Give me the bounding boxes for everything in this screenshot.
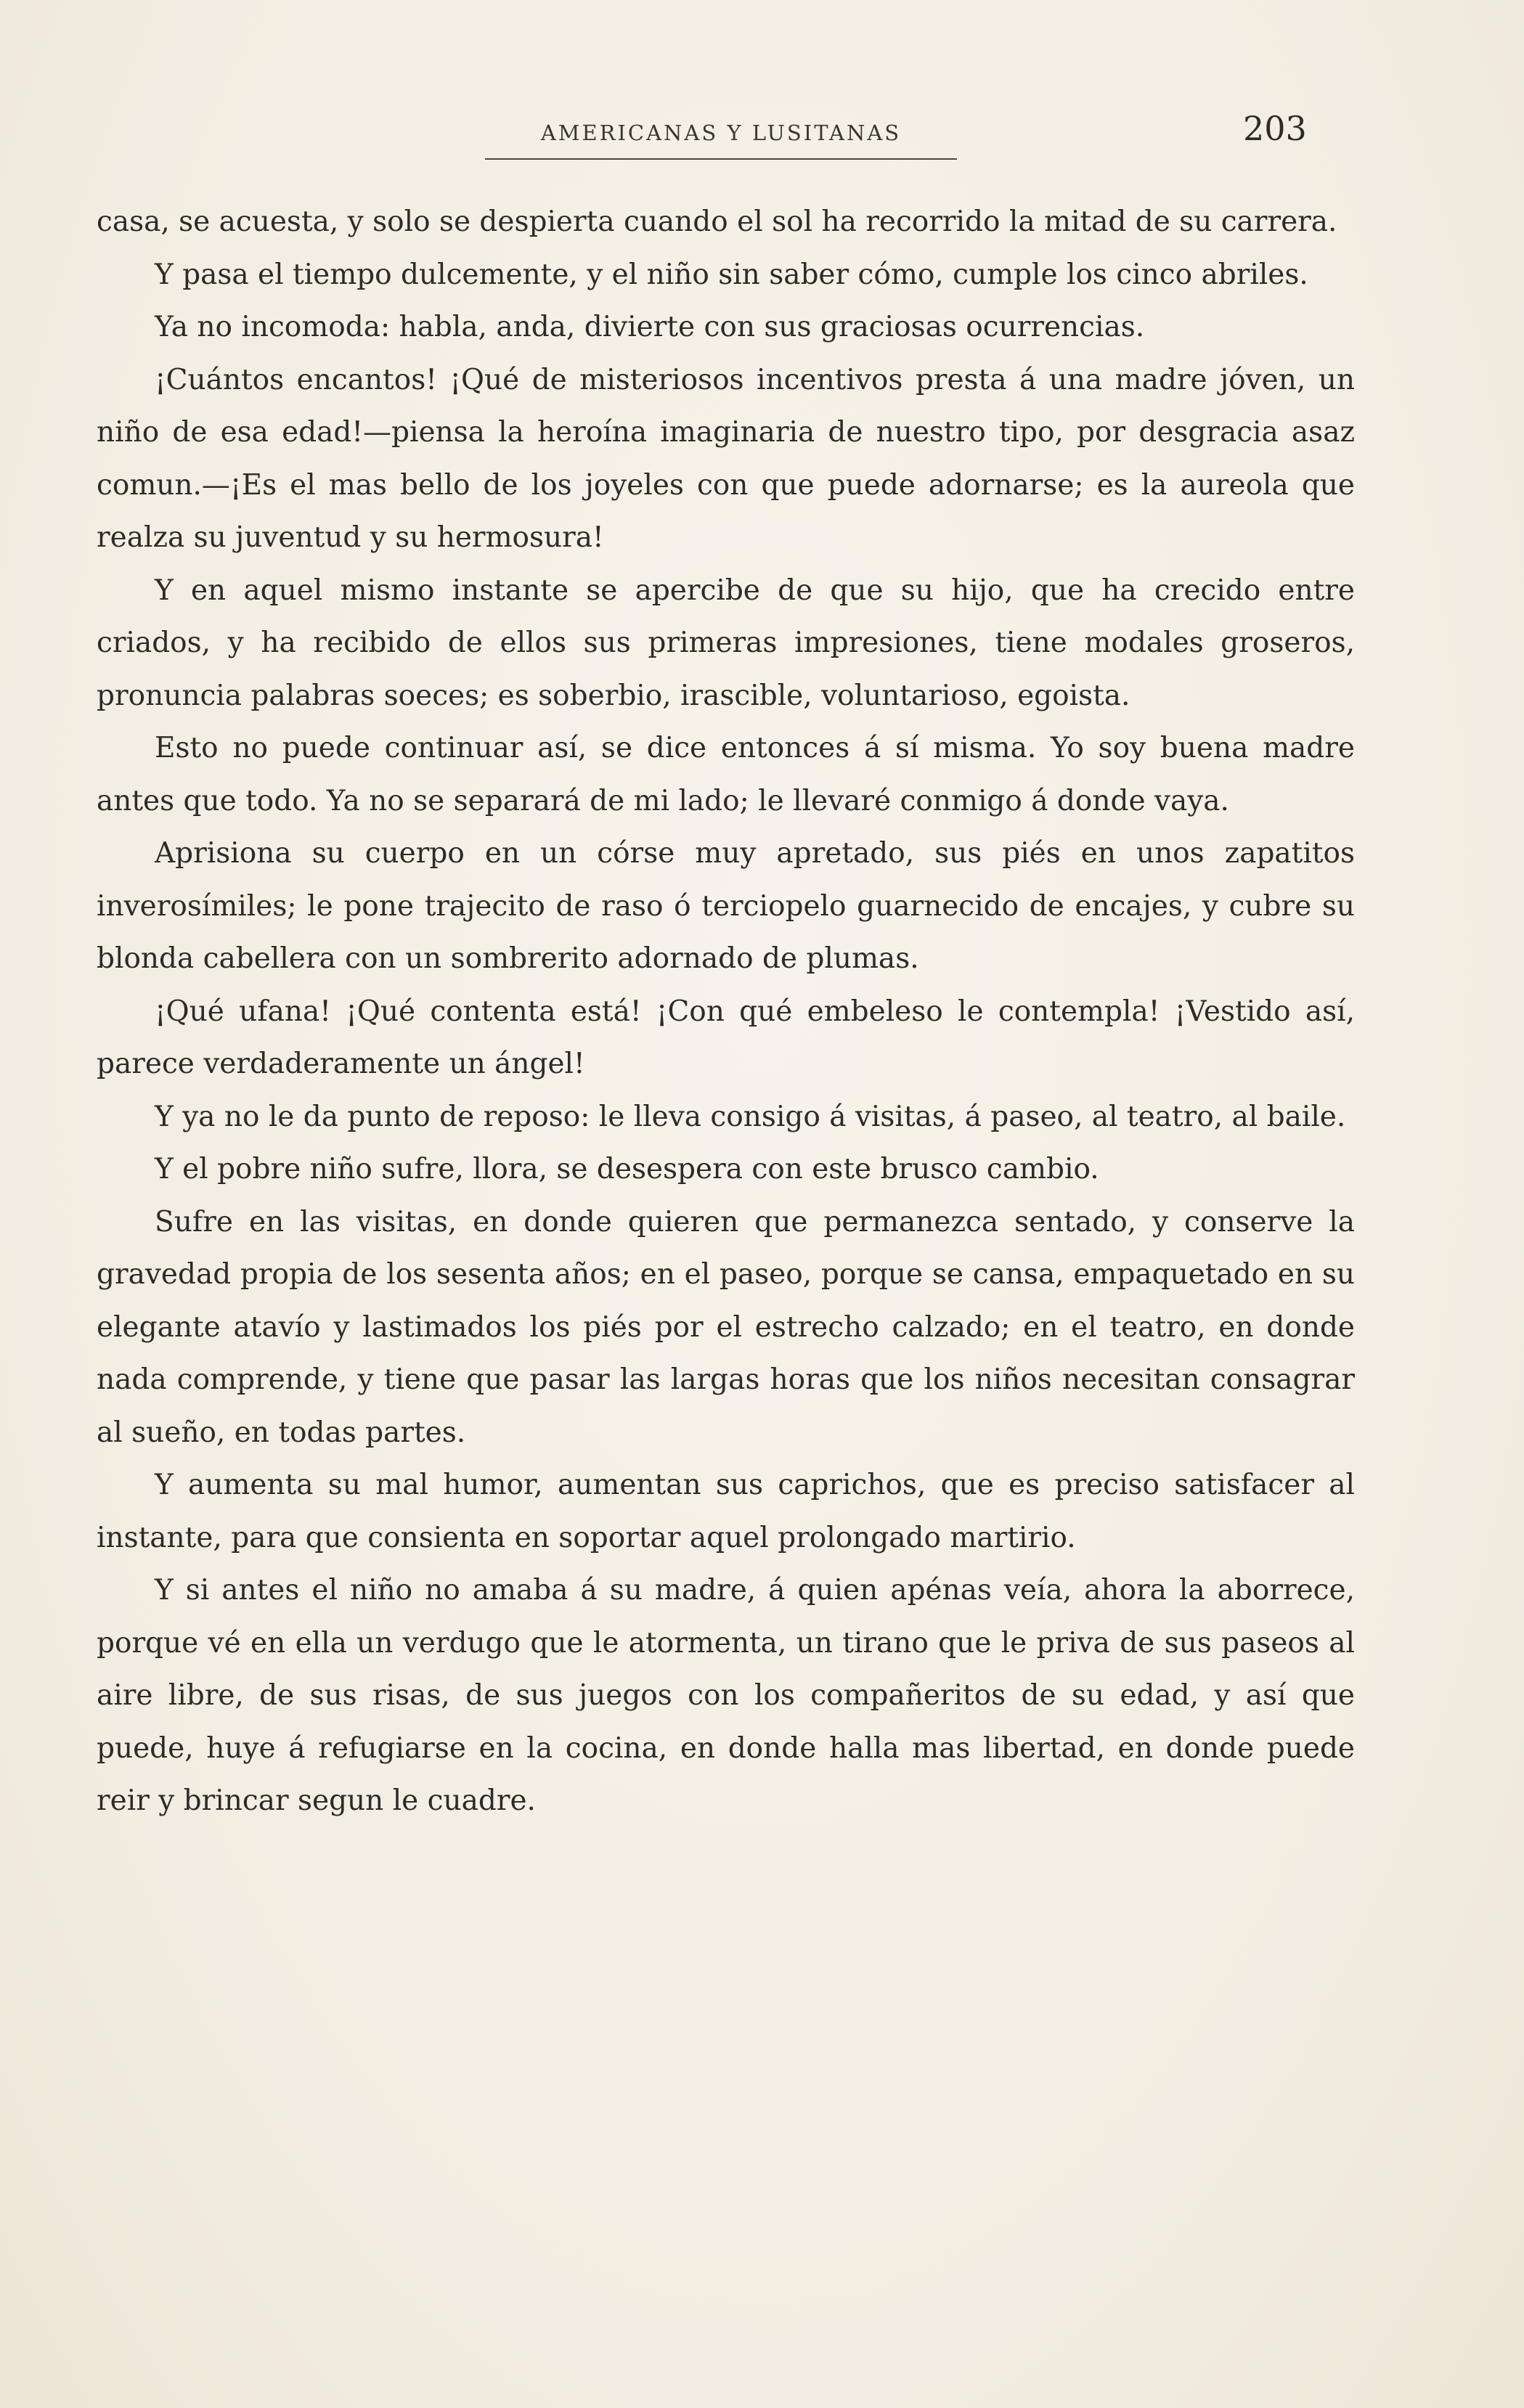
- paragraph: Y si antes el niño no amaba á su madre, á quien apénas veía, ahora la aborrece, porque vé en ella un verdugo que le atormenta, un tirano que le priva de sus paseos al aire libre, de sus risas, de sus juegos con los compañeritos de su edad, y así que puede, huye á refugiarse en la cocina, en donde halla mas libertad, en donde puede reir y brincar segun le cuadre.: [97, 1574, 1355, 1817]
- paragraph: Y ya no le da punto de reposo: le lleva consigo á visitas, á paseo, al teatro, al baile.: [155, 1100, 1346, 1133]
- header-rule: [485, 158, 957, 160]
- paragraph: Aprisiona su cuerpo en un córse muy apretado, sus piés en unos zapatitos inverosímiles; le pone trajecito de raso ó terciopelo guarnecido de encajes, y cubre su blonda cabellera con un sombrerito adornado de plumas.: [97, 837, 1355, 975]
- paragraph: Y el pobre niño sufre, llora, se desespera con este brusco cambio.: [155, 1153, 1099, 1185]
- paragraph: ¡Cuántos encantos! ¡Qué de misteriosos incentivos presta á una madre jóven, un niño de esa edad!—piensa la heroína imaginaria de nuestro tipo, por desgracia asaz comun.—¡Es el mas bello de los joyeles con que puede adornarse; es la aureola que realza su juventud y su hermosura!: [97, 363, 1355, 554]
- paragraph: Ya no incomoda: habla, anda, divierte con sus graciosas ocurrencias.: [155, 311, 1145, 343]
- paragraph: ¡Qué ufana! ¡Qué contenta está! ¡Con qué embeleso le contempla! ¡Vestido así, parece verdaderamente un ángel!: [97, 995, 1355, 1080]
- running-title: AMERICANAS Y LUSITANAS: [540, 121, 902, 145]
- paragraph: Esto no puede continuar así, se dice entonces á sí misma. Yo soy buena madre antes que todo. Ya no se separará de mi lado; le llevaré conmigo á donde vaya.: [97, 732, 1355, 817]
- paragraph: casa, se acuesta, y solo se despierta cuando el sol ha recorrido la mitad de su carrera.: [97, 205, 1337, 238]
- paragraph: Y en aquel mismo instante se apercibe de que su hijo, que ha crecido entre criados, y ha recibido de ellos sus primeras impresiones, tiene modales groseros, pronuncia palabras soeces; es soberbio, irascible, voluntarioso, egoista.: [97, 574, 1355, 712]
- body-text: [97, 196, 1355, 1828]
- page-number: 203: [1243, 109, 1307, 148]
- paragraph: Y aumenta su mal humor, aumentan sus caprichos, que es preciso satisfacer al instante, para que consienta en soportar aquel prolongado martirio.: [97, 1469, 1355, 1554]
- paragraph: Y pasa el tiempo dulcemente, y el niño sin saber cómo, cumple los cinco abriles.: [155, 258, 1308, 291]
- paragraph: Sufre en las visitas, en donde quieren que permanezca sentado, y conserve la gravedad propia de los sesenta años; en el paseo, porque se cansa, empaquetado en su elegante atavío y lastimados los piés por el estrecho calzado; en el teatro, en donde nada comprende, y tiene que pasar las largas horas que los niños necesitan consagrar al sueño, en todas partes.: [97, 1205, 1355, 1449]
